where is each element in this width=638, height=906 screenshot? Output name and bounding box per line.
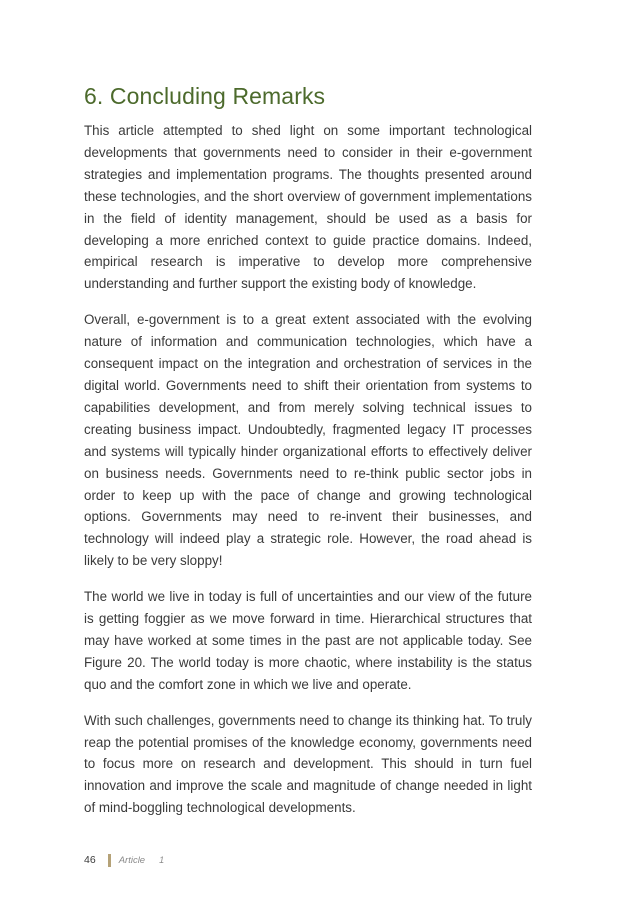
paragraph-2: Overall, e-government is to a great extent associated with the evolving nature of information and communication technologies, which have a consequent impact on the integration and orchestration of services in the digital world. Governments need to shift their orientation from systems to capabilities development, and from merely solving technical issues to creating business impact. Undoubtedly, fragmented legacy IT processes and systems will typically hinder organizational efforts to effectively deliver on business needs. Governments need to re-think public sector jobs in order to keep up with the pace of change and growing technological options. Governments may need to re-invent their businesses, and technology will indeed play a strategic role. However, the road ahead is likely to be very sloppy! (84, 312, 532, 569)
paragraph-4: With such challenges, governments need to change its thinking hat. To truly reap the potential promises of the knowledge economy, governments need to focus more on research and development. This should in turn fuel innovation and improve the scale and magnitude of change needed in light of mind-boggling technological developments. (84, 712, 532, 816)
paragraph-3: The world we live in today is full of uncertainties and our view of the future is getting foggier as we move forward in time. Hierarchical structures that may have worked at some times in the past are not applicable today. See Figure 20. The world today is more chaotic, where instability is the status quo and the comfort zone in which we live and operate. (84, 589, 532, 692)
page-number: 46 (84, 854, 96, 866)
footer-article-index: 1 (159, 855, 165, 865)
section-heading: 6. Concluding Remarks (84, 83, 326, 109)
page-content (84, 82, 532, 833)
paragraph-1: This article attempted to shed light on some important technological developments that governments need to consider in their e-government strategies and implementation programs. The thoughts presented around these technologies, and the short overview of government implementations in the field of identity management, should be used as a basis for developing a more enriched context to guide practice domains. Indeed, empirical research is imperative to develop more comprehensive understanding and further support the existing body of knowledge. (84, 123, 532, 292)
footer-section-label: Article (118, 854, 146, 866)
page-footer (84, 852, 164, 868)
footer-divider (108, 854, 111, 867)
